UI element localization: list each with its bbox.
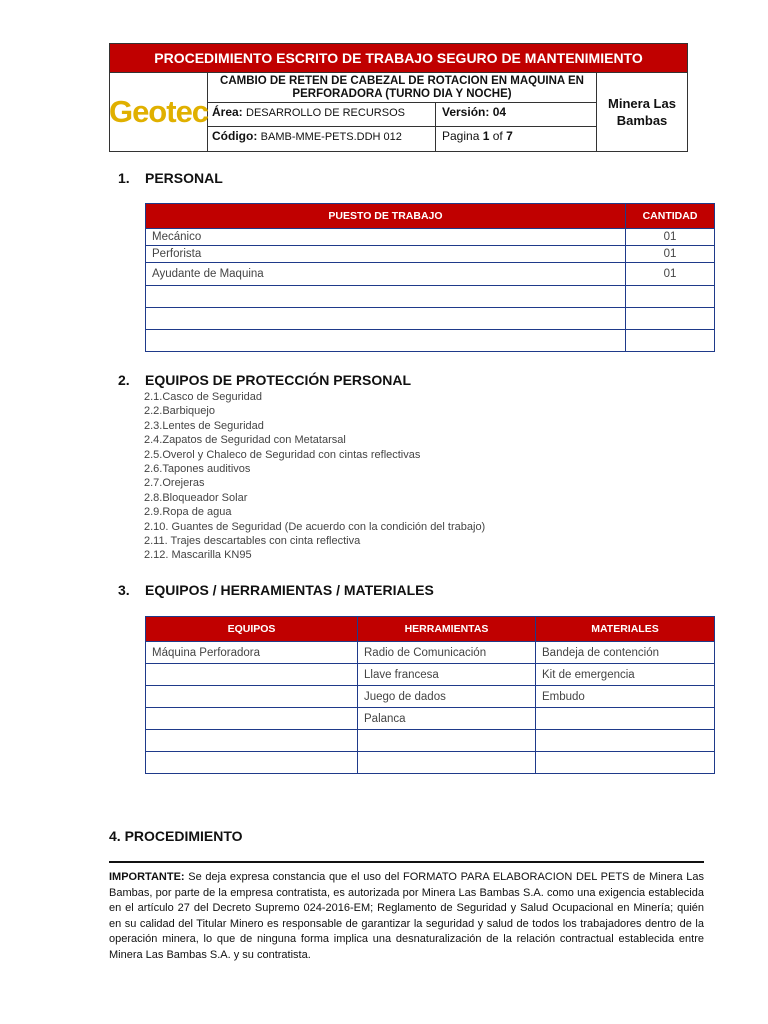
material-cell: Bandeja de contención (536, 642, 715, 664)
table-row (146, 752, 715, 774)
version-cell (436, 103, 596, 126)
page-cell (436, 127, 596, 151)
col-herramientas-header: HERRAMIENTAS (358, 617, 536, 642)
herramienta-cell: Llave francesa (358, 664, 536, 686)
section-number: 3. (118, 582, 130, 598)
list-item: 2.11. Trajes descartables con cinta reflectiva (144, 535, 361, 548)
section-number: 1. (118, 170, 130, 186)
area-value: DESARROLLO DE RECURSOS (246, 107, 405, 119)
personal-table (145, 203, 715, 352)
equipo-cell (146, 664, 358, 686)
equipo-cell (146, 752, 358, 774)
cantidad-cell (626, 330, 715, 352)
section-number: 2. (118, 372, 130, 388)
divider (109, 861, 704, 863)
procedure-subtitle: CAMBIO DE RETEN DE CABEZAL DE ROTACION EN MAQUINA EN PERFORADORA (TURNO DIA Y NOCHE) (208, 73, 596, 103)
list-item: 2.2.Barbiquejo (144, 405, 215, 418)
list-item: 2.3.Lentes de Seguridad (144, 419, 264, 432)
section-title: PERSONAL (145, 170, 223, 186)
list-item: 2.12. Mascarilla KN95 (144, 549, 252, 562)
code-cell (208, 127, 436, 151)
equipo-cell (146, 686, 358, 708)
epp-list (144, 390, 485, 563)
puesto-cell (146, 308, 626, 330)
table-row (146, 286, 715, 308)
herramienta-cell: Radio de Comunicación (358, 642, 536, 664)
page-of: of (492, 129, 503, 143)
herramienta-cell (358, 730, 536, 752)
document-title: PROCEDIMIENTO ESCRITO DE TRABAJO SEGURO DE MANTENIMIENTO (110, 44, 687, 73)
material-cell: Kit de emergencia (536, 664, 715, 686)
area-cell (208, 103, 436, 126)
version-value: 04 (492, 105, 507, 119)
table-row (146, 708, 715, 730)
cantidad-cell: 01 (626, 263, 715, 286)
geotec-logo (110, 73, 208, 151)
cantidad-cell: 01 (626, 246, 715, 263)
equipo-cell (146, 708, 358, 730)
page-label: Pagina (442, 129, 480, 143)
cantidad-cell (626, 286, 715, 308)
section-title: EQUIPOS / HERRAMIENTAS / MATERIALES (145, 582, 434, 598)
table-row (146, 642, 715, 664)
table-row (146, 263, 715, 286)
important-text: Se deja expresa constancia que el uso del FORMATO PARA ELABORACION DEL PETS de Minera Las Bambas, por parte de la empresa contratista, es autorizada por Minera Las Bambas S.A. como una exigencia establecida en el artículo 27 del Decreto Supremo 024-2016-EM; Reglamento de Seguridad y Salud Ocupacional en Minería; quién en su calidad del Titular Minero es responsable de garantizar la seguridad y salud de todos los trabajadores dentro de la operación minera, lo que de ninguna forma implica una desnaturalización de la relación contractual establecida entre Minera Las Bambas S.A. y su contratista. (109, 871, 705, 961)
herramienta-cell: Juego de dados (358, 686, 536, 708)
puesto-cell (146, 286, 626, 308)
code-value: BAMB-MME-PETS.DDH 012 (260, 131, 402, 143)
list-item: 2.6.Tapones auditivos (144, 463, 251, 476)
puesto-cell: Ayudante de Maquina (146, 263, 626, 286)
list-item: 2.5.Overol y Chaleco de Seguridad con cintas reflectivas (144, 448, 421, 461)
col-puesto-header: PUESTO DE TRABAJO (146, 204, 626, 229)
list-item: 2.8.Bloqueador Solar (144, 491, 248, 504)
page-current: 1 (482, 129, 490, 143)
list-item: 2.10. Guantes de Seguridad (De acuerdo con la condición del trabajo) (144, 520, 486, 533)
code-label: Código: (212, 129, 258, 143)
material-cell: Embudo (536, 686, 715, 708)
table-row (146, 686, 715, 708)
col-materiales-header: MATERIALES (536, 617, 715, 642)
list-item: 2.9.Ropa de agua (144, 506, 232, 519)
table-row (146, 246, 715, 263)
puesto-cell (146, 330, 626, 352)
page-total: 7 (506, 129, 513, 143)
equipment-table (145, 616, 715, 774)
section-title: EQUIPOS DE PROTECCIÓN PERSONAL (145, 372, 412, 388)
table-row (146, 330, 715, 352)
area-label: Área: (212, 105, 243, 119)
section-epp-heading (118, 372, 411, 388)
puesto-cell: Mecánico (146, 229, 626, 246)
table-row (146, 229, 715, 246)
table-row (146, 730, 715, 752)
section-procedure-heading: 4. PROCEDIMIENTO (109, 828, 243, 844)
herramienta-cell: Palanca (358, 708, 536, 730)
equipo-cell (146, 730, 358, 752)
col-cantidad-header: CANTIDAD (626, 204, 715, 229)
version-label: Versión: (442, 105, 490, 119)
material-cell (536, 708, 715, 730)
herramienta-cell (358, 752, 536, 774)
cantidad-cell: 01 (626, 229, 715, 246)
list-item: 2.4.Zapatos de Seguridad con Metatarsal (144, 434, 346, 447)
document-header (109, 43, 688, 152)
cantidad-cell (626, 308, 715, 330)
equipo-cell: Máquina Perforadora (146, 642, 358, 664)
list-item: 2.7.Orejeras (144, 477, 205, 490)
important-notice (109, 870, 704, 964)
section-equipment-heading (118, 582, 434, 598)
section-personal-heading (118, 170, 223, 186)
col-equipos-header: EQUIPOS (146, 617, 358, 642)
material-cell (536, 752, 715, 774)
logo-text: Geotec (108, 94, 209, 129)
puesto-cell: Perforista (146, 246, 626, 263)
list-item: 2.1.Casco de Seguridad (144, 391, 263, 403)
table-row (146, 308, 715, 330)
company-name: Minera Las Bambas (608, 96, 676, 128)
material-cell (536, 730, 715, 752)
important-label: IMPORTANTE: (109, 871, 185, 883)
table-row (146, 664, 715, 686)
